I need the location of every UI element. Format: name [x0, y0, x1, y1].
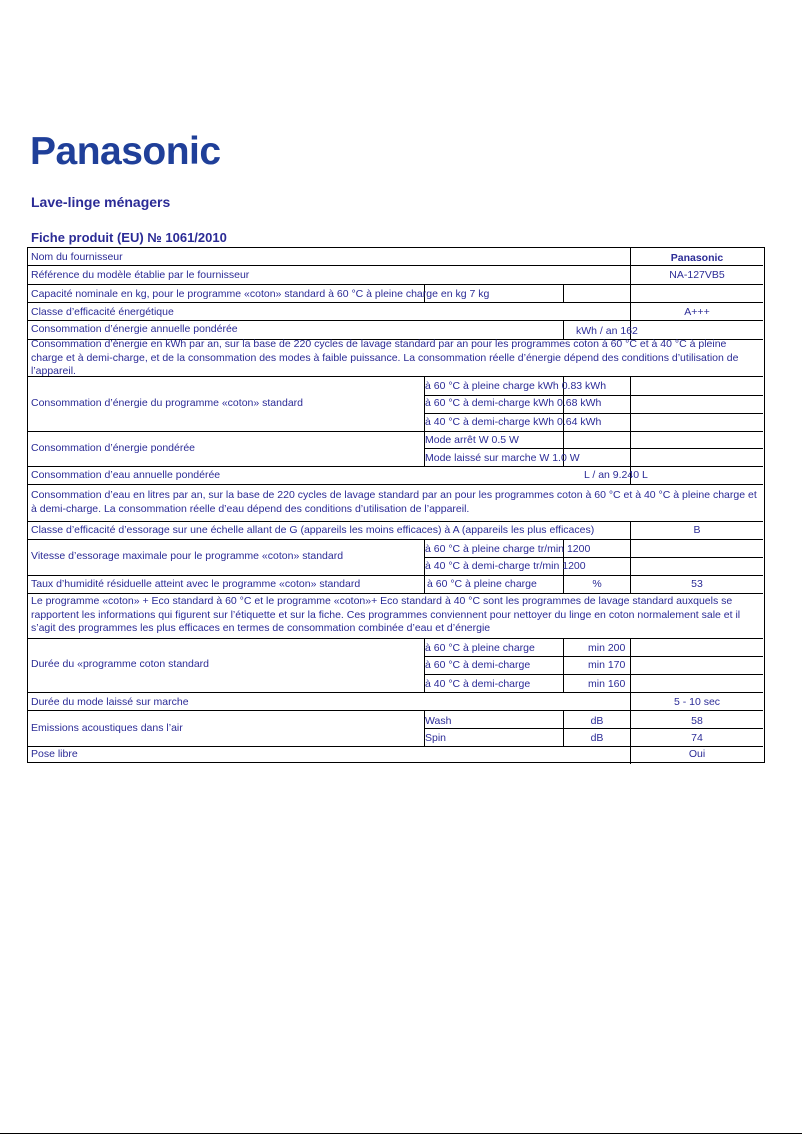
annual-water-note: Consommation d’eau en litres par an, sur la base de 220 cycles de lavage standard par an pour les programmes coton à 60 °C et à 40 °C à pleine charge et à demi-charge. La consommation réelle d’eau dépend des conditions d’utilisation de l’appareil. — [31, 489, 757, 515]
left-on-value: 5 - 10 sec — [673, 696, 721, 708]
duration-label: Durée du «programme coton standard — [31, 658, 210, 670]
model-label: Référence du modèle établie par le fournisseur — [31, 269, 250, 281]
left-on-label: Durée du mode laissé sur marche — [31, 696, 189, 708]
capacity-label: Capacité nominale en kg, pour le programme «coton» standard à 60 °C à pleine charge en kg 7 kg — [31, 288, 490, 300]
noise-mode-spin: Spin — [425, 732, 447, 744]
weighted-power-row-1: Mode arrêt W 0.5 W — [425, 434, 519, 446]
duration-value-1: min 200 — [588, 642, 626, 654]
noise-mode-wash: Wash — [425, 715, 452, 727]
efficiency-value: A+++ — [684, 306, 710, 318]
freestanding-label: Pose libre — [31, 748, 78, 760]
annual-energy-label: Consommation d’énergie annuelle pondérée — [31, 323, 238, 335]
noise-value-wash: 58 — [691, 715, 703, 727]
duration-value-2: min 170 — [588, 659, 626, 671]
freestanding-value: Oui — [688, 748, 706, 760]
spin-speed-row-1: à 60 °C à pleine charge tr/min 1200 — [425, 543, 591, 555]
supplier-label: Nom du fournisseur — [31, 251, 123, 263]
noise-unit-spin: dB — [590, 732, 604, 744]
duration-condition-2: à 60 °C à demi-charge — [425, 659, 531, 671]
cotton-energy-label: Consommation d’énergie du programme «coton» standard — [31, 397, 303, 409]
duration-condition-1: à 60 °C à pleine charge — [425, 642, 535, 654]
efficiency-label: Classe d’efficacité énergétique — [31, 306, 174, 318]
annual-water-label: Consommation d’eau annuelle pondérée — [31, 469, 221, 481]
spin-class-value: B — [693, 524, 701, 536]
cotton-energy-row-2: à 60 °C à demi-charge kWh 0.68 kWh — [425, 397, 602, 409]
humidity-unit: % — [592, 578, 602, 590]
page-subtitle: Fiche produit (EU) № 1061/2010 — [31, 230, 227, 245]
spin-class-label: Classe d’efficacité d’essorage sur une échelle allant de G (appareils les moins efficaces) à A (appareils les plus efficaces) — [31, 524, 595, 536]
page-bottom-rule — [0, 1133, 802, 1134]
duration-value-3: min 160 — [588, 678, 626, 690]
spin-speed-label: Vitesse d’essorage maximale pour le programme «coton» standard — [31, 550, 344, 562]
humidity-condition: à 60 °C à pleine charge — [427, 578, 537, 590]
spin-speed-row-2: à 40 °C à demi-charge tr/min 1200 — [425, 560, 586, 572]
supplier-value: Panasonic — [670, 252, 724, 264]
annual-energy-value: kWh / an 162 — [576, 325, 638, 337]
cotton-energy-row-3: à 40 °C à demi-charge kWh 0.64 kWh — [425, 416, 602, 428]
annual-water-value: L / an 9.240 L — [584, 469, 648, 481]
page-title: Lave-linge ménagers — [31, 194, 171, 210]
weighted-power-row-2: Mode laissé sur marche W 1.0 W — [425, 452, 580, 464]
humidity-label: Taux d’humidité résiduelle atteint avec le programme «coton» standard — [31, 578, 361, 590]
model-value: NA-127VB5 — [669, 269, 725, 281]
product-sheet-table — [27, 247, 765, 763]
weighted-power-label: Consommation d’énergie pondérée — [31, 442, 196, 454]
eco-note: Le programme «coton» + Eco standard à 60 °C et le programme «coton»+ Eco standard à 40 °C sont les programmes de lavage standard auxquels se rapportent les informations qui figurent sur l’étiquette et sur la fiche. Ces programmes conviennent pour nettoyer du linge en coton normalement sale et il s’agit des programmes les plus efficaces en termes de consommation combinée d’eau et d’énergie — [31, 595, 741, 634]
humidity-value: 53 — [691, 578, 703, 590]
noise-unit-wash: dB — [590, 715, 604, 727]
annual-energy-note: Consommation d’énergie en kWh par an, sur la base de 220 cycles de lavage standard par an pour les programmes coton à 60 °C et à 40 °C à pleine charge et à demi-charge, et de la consommation des modes à faible puissance. La consommation réelle d’énergie dépend des conditions d’utilisation de l’appareil. — [31, 338, 739, 377]
cotton-energy-row-1: à 60 °C à pleine charge kWh 0.83 kWh — [425, 380, 607, 392]
noise-label: Emissions acoustiques dans l’air — [31, 722, 183, 734]
panasonic-logo: Panasonic — [30, 130, 221, 173]
noise-value-spin: 74 — [691, 732, 703, 744]
duration-condition-3: à 40 °C à demi-charge — [425, 678, 531, 690]
